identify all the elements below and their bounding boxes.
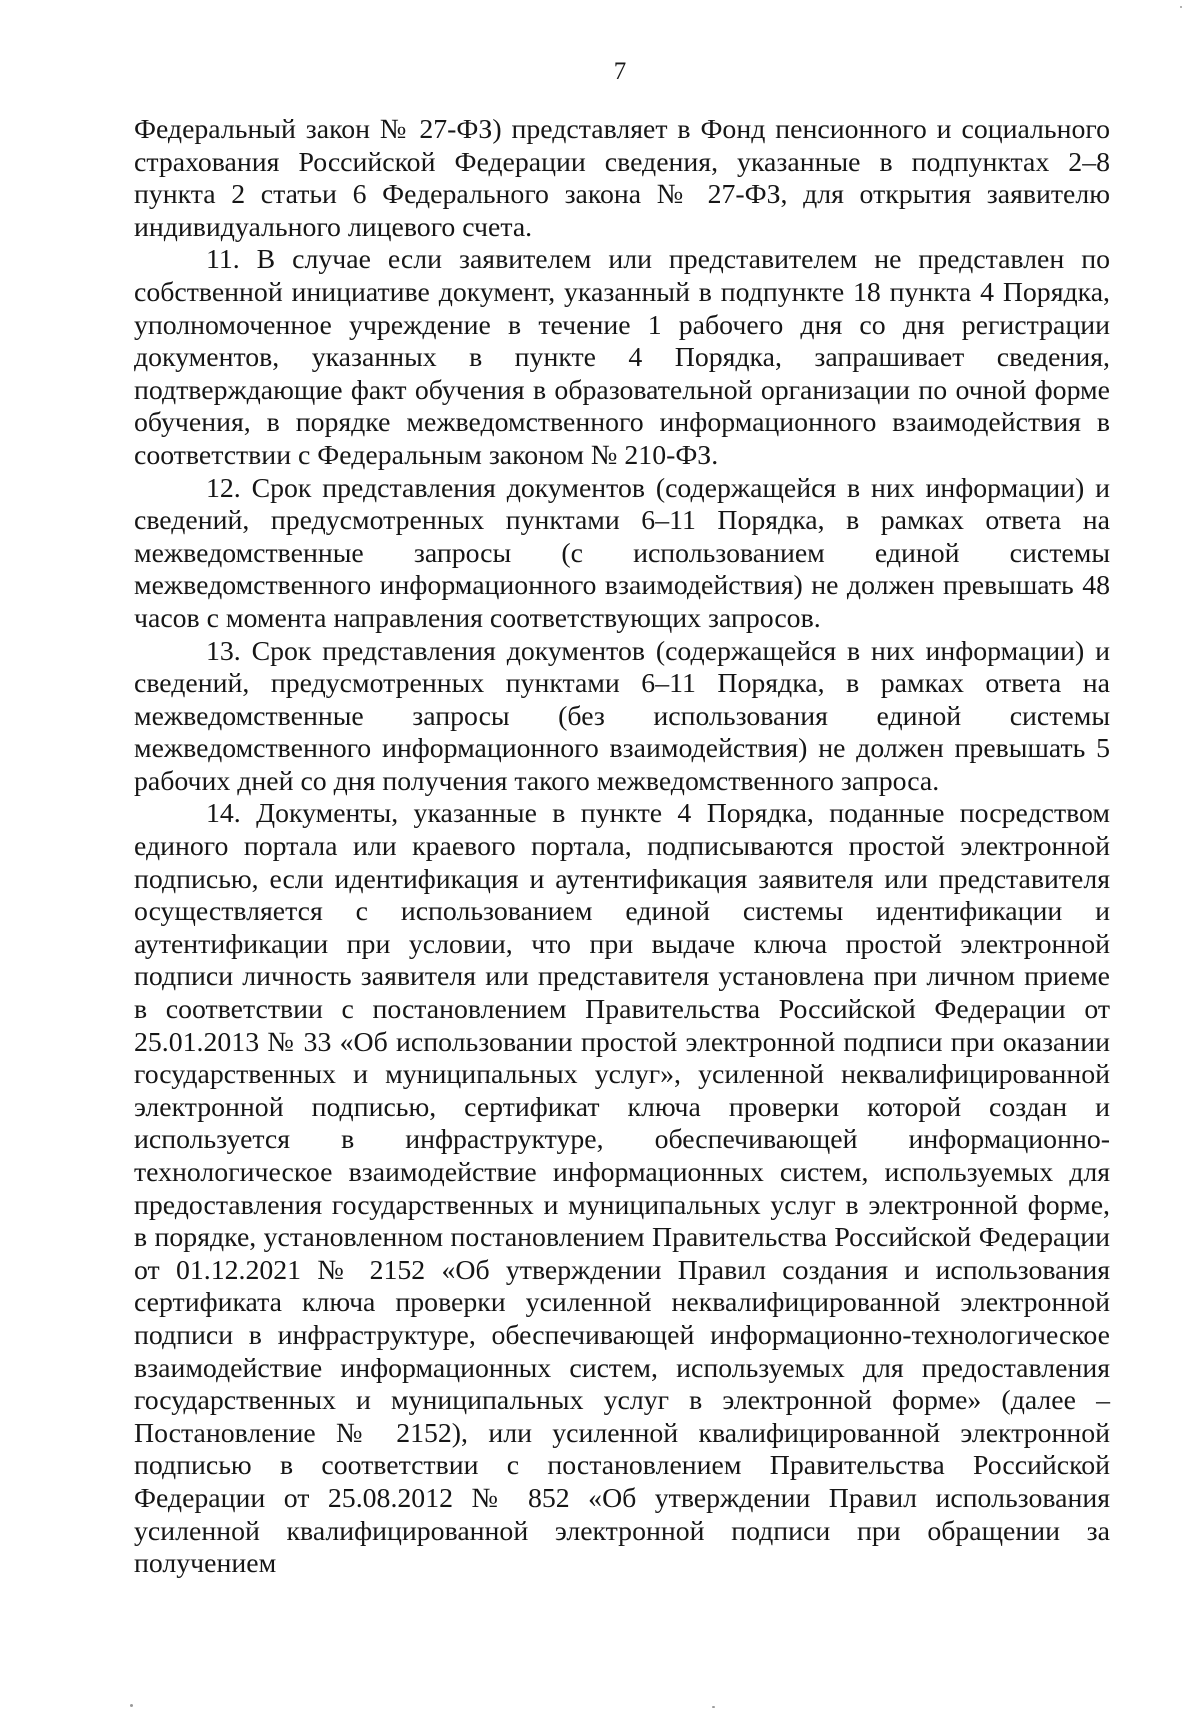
page-number: 7 [613,58,627,85]
scan-speckle [712,1706,715,1708]
paragraph-continuation: Федеральный закон № 27-ФЗ) представляет в Фонд пенсионного и социального страхования Российской Федерации сведения, указанные в подпунктах 2–8 пункта 2 статьи 6 Федерального закона № 27-ФЗ, для открытия заявителю индивидуального лицевого счета. [134,114,1110,243]
paragraph-12: 12. Срок представления документов (содержащейся в них информации) и сведений, предусмотренных пунктами 6–11 Порядка, в рамках ответа на межведомственные запросы (с использованием единой системы межведомственного информационного взаимодействия) не должен превышать 48 часов с момента направления соответствующих запросов. [134,472,1110,634]
paragraph-11: 11. В случае если заявителем или представителем не представлен по собственной инициативе документ, указанный в подпункте 18 пункта 4 Порядка, уполномоченное учреждение в течение 1 рабочего дня со дня регистрации документов, указанных в пункте 4 Порядка, запрашивает сведения, подтверждающие факт обучения в образовательной организации по очной форме обучения, в порядке межведомственного информационного взаимодействия в соответствии с Федеральным законом № 210-ФЗ. [134,244,1110,471]
paragraph-13: 13. Срок представления документов (содержащейся в них информации) и сведений, предусмотренных пунктами 6–11 Порядка, в рамках ответа на межведомственные запросы (без использования единой системы межведомственного информационного взаимодействия) не должен превышать 5 рабочих дней со дня получения такого межведомственного запроса. [134,635,1110,797]
paragraph-14: 14. Документы, указанные в пункте 4 Порядка, поданные посредством единого портала или краевого портала, подписываются простой электронной подписью, если идентификация и аутентификация заявителя или представителя осуществляется с использованием единой системы идентификации и аутентификации при условии, что при выдаче ключа простой электронной подписи личность заявителя или представителя установлена при личном приеме в соответствии с постановлением Правительства Российской Федерации от 25.01.2013 № 33 «Об использовании простой электронной подписи при оказании государственных и муниципальных услуг», усиленной неквалифицированной электронной подписью, сертификат ключа проверки которой создан и используется в инфраструктуре, обеспечивающей информационно-технологическое взаимодействие информационных систем, используемых для предоставления государственных и муниципальных услуг в электронной форме, в порядке, установленном постановлением Правительства Российской Федерации от 01.12.2021 № 2152 «Об утверждении Правил создания и использования сертификата ключа проверки усиленной неквалифицированной электронной подписи в инфраструктуре, обеспечивающей информационно-технологическое взаимодействие информационных систем, используемых для предоставления государственных и муниципальных услуг в электронной форме» (далее – Постановление № 2152), или усиленной квалифицированной электронной подписью в соответствии с постановлением Правительства Российской Федерации от 25.08.2012 № 852 «Об утверждении Правил использования усиленной квалифицированной электронной подписи при обращении за получением [134,798,1110,1580]
document-body [134,114,1110,1581]
scan-speckle [1180,6,1182,8]
scan-speckle [130,1704,133,1707]
